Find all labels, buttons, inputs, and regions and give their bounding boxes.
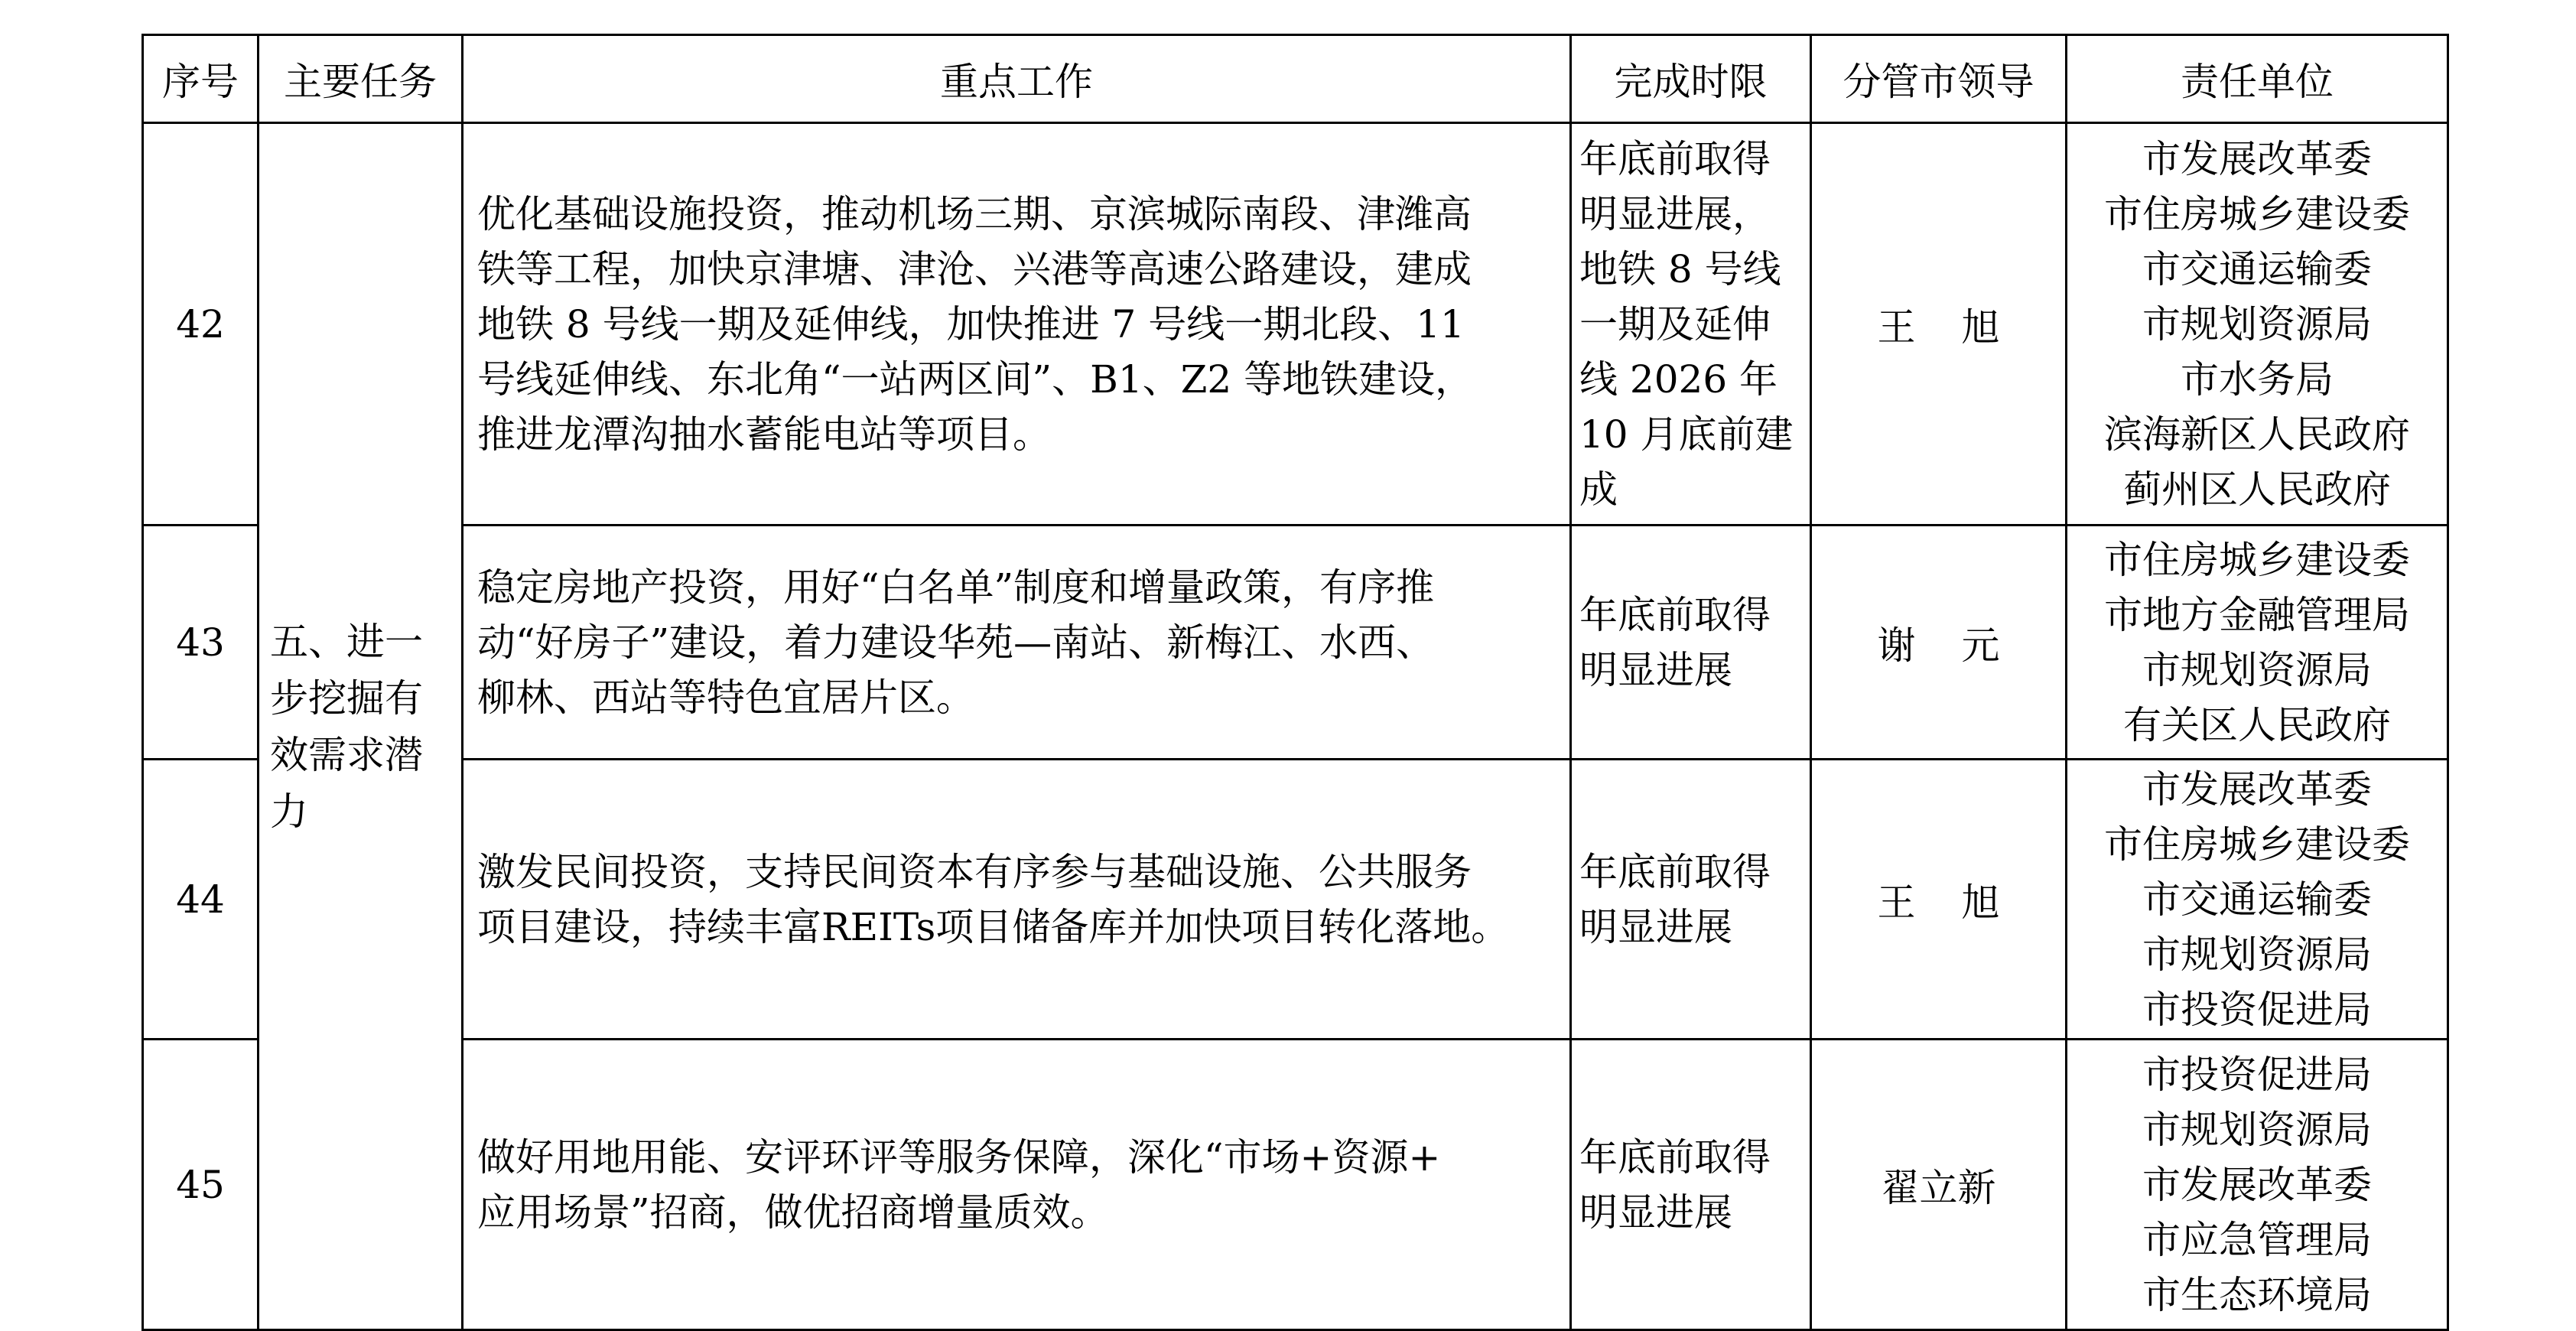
deadline-line: 成 (1579, 467, 1618, 512)
work-line: 做好用地用能、安评环评等服务保障，深化“市场+资源+ (477, 1134, 1441, 1180)
leader-cell (1811, 123, 2067, 526)
unit-line: 市住房城乡建设委 (2104, 191, 2410, 236)
leader-name: 谢元 (1877, 623, 2046, 668)
unit-line: 市发展改革委 (2142, 766, 2372, 812)
work-line: 号线延伸线、东北角“一站两区间”、B1、Z2 等地铁建设， (477, 356, 1474, 402)
unit-line: 市交通运输委 (2142, 877, 2372, 922)
work-cell (463, 760, 1571, 1040)
units-cell (2067, 1040, 2448, 1330)
unit-line: 市投资促进局 (2142, 987, 2372, 1032)
main-task-line: 力 (270, 789, 308, 834)
leader-name: 王旭 (1877, 880, 2046, 925)
main-task-line: 步挖掘有 (270, 675, 423, 721)
deadline-line: 明显进展 (1579, 904, 1732, 949)
work-cell (463, 526, 1571, 760)
units-cell (2067, 123, 2448, 526)
work-line: 动“好房子”建设，着力建设华苑—南站、新梅江、水西、 (477, 620, 1435, 665)
unit-line: 有关区人民政府 (2123, 702, 2391, 747)
unit-line: 市地方金融管理局 (2104, 592, 2410, 637)
work-line: 优化基础设施投资，推动机场三期、京滨城际南段、津潍高 (477, 191, 1472, 236)
unit-line: 市发展改革委 (2142, 1162, 2372, 1207)
main-task-line: 效需求潜 (270, 732, 423, 777)
deadline-line: 线 2026 年 (1579, 356, 1778, 402)
deadline-line: 明显进展 (1579, 1189, 1732, 1235)
header-work: 重点工作 (463, 35, 1571, 123)
deadline-line: 年底前取得 (1579, 136, 1771, 181)
unit-line: 市应急管理局 (2142, 1217, 2372, 1262)
unit-line: 市规划资源局 (2142, 301, 2372, 347)
task-table (141, 34, 2449, 1331)
work-line: 铁等工程，加快京津塘、津沧、兴港等高速公路建设，建成 (477, 246, 1472, 291)
work-line: 柳林、西站等特色宜居片区。 (477, 675, 974, 720)
unit-line: 市发展改革委 (2142, 136, 2372, 181)
table-row (143, 526, 2448, 760)
unit-line: 市投资促进局 (2142, 1052, 2372, 1097)
table-row (143, 760, 2448, 1040)
header-row (143, 35, 2448, 123)
unit-line: 市交通运输委 (2142, 246, 2372, 291)
unit-line: 市水务局 (2181, 356, 2334, 402)
unit-line: 市住房城乡建设委 (2104, 822, 2410, 867)
header-deadline: 完成时限 (1571, 35, 1811, 123)
deadline-line: 年底前取得 (1579, 1134, 1771, 1180)
deadline-line: 年底前取得 (1579, 592, 1771, 637)
work-line: 推进龙潭沟抽水蓄能电站等项目。 (477, 412, 1051, 457)
deadline-line: 10 月底前建 (1579, 412, 1794, 457)
table-row (143, 1040, 2448, 1330)
work-line: 地铁 8 号线一期及延伸线，加快推进 7 号线一期北段、11 (477, 301, 1465, 347)
deadline-cell (1571, 526, 1811, 760)
unit-line: 市规划资源局 (2142, 932, 2372, 977)
unit-line: 蓟州区人民政府 (2123, 467, 2391, 512)
deadline-line: 明显进展， (1579, 191, 1771, 236)
unit-line: 市规划资源局 (2142, 1107, 2372, 1152)
row-number: 44 (143, 760, 259, 1040)
header-leader: 分管市领导 (1811, 35, 2067, 123)
work-cell (463, 123, 1571, 526)
deadline-line: 年底前取得 (1579, 849, 1771, 894)
deadline-cell (1571, 760, 1811, 1040)
unit-line: 滨海新区人民政府 (2104, 412, 2410, 457)
row-number: 43 (143, 526, 259, 760)
deadline-cell (1571, 1040, 1811, 1330)
leader-cell (1811, 526, 2067, 760)
header-units: 责任单位 (2067, 35, 2448, 123)
work-line: 稳定房地产投资，用好“白名单”制度和增量政策，有序推 (477, 565, 1435, 610)
leader-cell (1811, 1040, 2067, 1330)
leader-name: 王旭 (1877, 304, 2046, 350)
main-task-cell (259, 123, 463, 1330)
unit-line: 市住房城乡建设委 (2104, 537, 2410, 582)
deadline-line: 明显进展 (1579, 647, 1732, 692)
unit-line: 市规划资源局 (2142, 647, 2372, 692)
work-line: 激发民间投资，支持民间资本有序参与基础设施、公共服务 (477, 849, 1472, 894)
table-row (143, 123, 2448, 526)
units-cell (2067, 526, 2448, 760)
row-number: 45 (143, 1040, 259, 1330)
deadline-line: 一期及延伸 (1579, 301, 1771, 347)
leader-cell (1811, 760, 2067, 1040)
row-number: 42 (143, 123, 259, 526)
leader-name: 翟立新 (1881, 1165, 1996, 1210)
main-task-line: 五、进一 (270, 619, 423, 664)
work-line: 应用场景”招商，做优招商增量质效。 (477, 1189, 1109, 1235)
deadline-line: 地铁 8 号线 (1579, 246, 1781, 291)
unit-line: 市生态环境局 (2142, 1272, 2372, 1317)
header-task: 主要任务 (259, 35, 463, 123)
units-cell (2067, 760, 2448, 1040)
header-num: 序号 (143, 35, 259, 123)
work-line: 项目建设，持续丰富REITs项目储备库并加快项目转化落地。 (477, 904, 1510, 949)
deadline-cell (1571, 123, 1811, 526)
work-cell (463, 1040, 1571, 1330)
